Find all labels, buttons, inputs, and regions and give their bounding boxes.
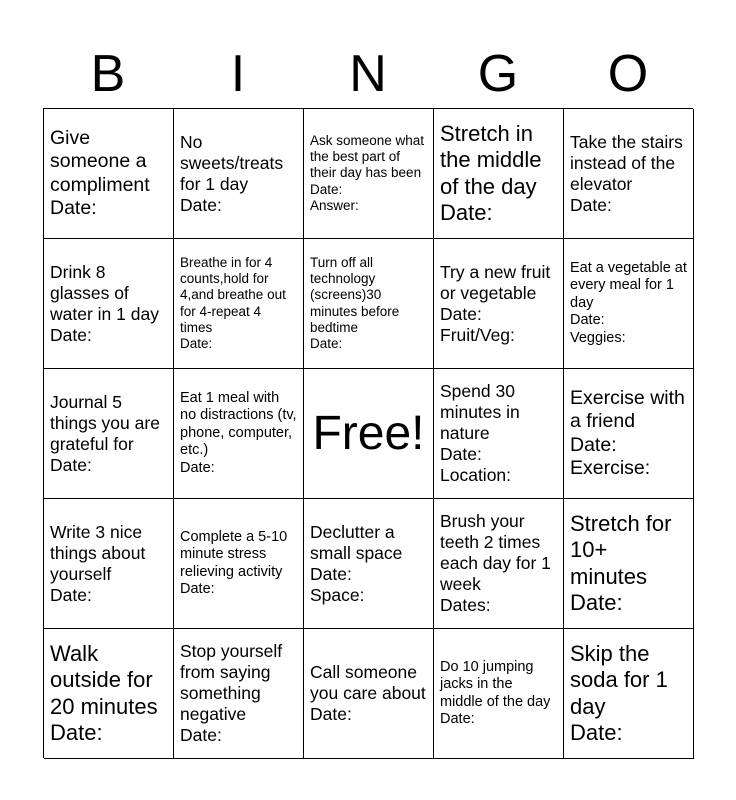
bingo-cell[interactable] — [434, 499, 564, 629]
cell-text: Walk outside for 20 minutes Date: — [50, 640, 158, 745]
bingo-cell[interactable] — [44, 239, 174, 369]
cell-text: Breathe in for 4 counts,hold for 4,and breathe out for 4-repeat 4 times Date: — [180, 254, 286, 351]
cell-text: Stop yourself from saying something negative Date: — [180, 641, 283, 745]
bingo-cell[interactable] — [564, 629, 694, 759]
bingo-cell[interactable] — [564, 499, 694, 629]
cell-text: Call someone you care about Date: — [310, 662, 426, 724]
header-letter-i: I — [230, 45, 246, 103]
bingo-cell[interactable] — [564, 109, 694, 239]
header-letter-b: B — [90, 45, 126, 103]
cell-text: Ask someone what the best part of their day has been Date: Answer: — [310, 133, 425, 213]
bingo-cell[interactable] — [434, 239, 564, 369]
cell-text: Complete a 5-10 minute stress relieving activity Date: — [180, 528, 288, 597]
bingo-cell[interactable] — [44, 369, 174, 499]
bingo-cell[interactable] — [304, 629, 434, 759]
free-space-label: Free! — [312, 406, 425, 460]
header-letter-g: G — [477, 45, 519, 103]
bingo-cell[interactable] — [304, 109, 434, 239]
cell-text: No sweets/treats for 1 day Date: — [180, 131, 284, 215]
cell-text: Stretch in the middle of the day Date: — [440, 120, 542, 225]
cell-text: Drink 8 glasses of water in 1 day Date: — [50, 261, 159, 345]
bingo-cell[interactable] — [174, 369, 304, 499]
cell-text: Stretch for 10+ minutes Date: — [570, 510, 672, 615]
cell-text: Eat a vegetable at every meal for 1 day Date: Veggies: — [570, 260, 687, 346]
bingo-header — [43, 40, 693, 108]
cell-text: Brush your teeth 2 times each day for 1 week Dates: — [440, 511, 551, 615]
cell-text: Journal 5 things you are grateful for Date: — [50, 391, 160, 475]
bingo-cell[interactable] — [174, 629, 304, 759]
bingo-cell[interactable] — [434, 369, 564, 499]
bingo-cell[interactable] — [174, 109, 304, 239]
cell-text: Skip the soda for 1 day Date: — [570, 640, 668, 745]
cell-text: Try a new fruit or vegetable Date: Fruit/Veg: — [440, 261, 551, 345]
header-letter-o: O — [607, 45, 649, 103]
cell-text: Spend 30 minutes in nature Date: Location: — [440, 381, 520, 485]
cell-text: Turn off all technology (screens)30 minutes before bedtime Date: — [310, 254, 400, 351]
cell-text: Give someone a compliment Date: — [50, 126, 150, 219]
free-space-cell[interactable] — [304, 369, 434, 499]
cell-text: Exercise with a friend Date: Exercise: — [570, 386, 685, 479]
cell-text: Declutter a small space Date: Space: — [310, 521, 403, 605]
bingo-cell[interactable] — [174, 239, 304, 369]
bingo-cell[interactable] — [44, 109, 174, 239]
cell-text: Take the stairs instead of the elevator Date: — [570, 131, 683, 215]
bingo-cell[interactable] — [434, 109, 564, 239]
cell-text: Eat 1 meal with no distractions (tv, phone, computer, etc.) Date: — [180, 390, 297, 476]
bingo-cell[interactable] — [304, 499, 434, 629]
bingo-cell[interactable] — [564, 239, 694, 369]
bingo-card-grid — [43, 108, 693, 758]
bingo-cell[interactable] — [44, 629, 174, 759]
bingo-cell[interactable] — [564, 369, 694, 499]
bingo-cell[interactable] — [304, 239, 434, 369]
cell-text: Write 3 nice things about yourself Date: — [50, 521, 146, 605]
header-letter-n: N — [349, 45, 387, 103]
cell-text: Do 10 jumping jacks in the middle of the day Date: — [440, 658, 551, 727]
bingo-cell[interactable] — [44, 499, 174, 629]
bingo-cell[interactable] — [434, 629, 564, 759]
bingo-cell[interactable] — [174, 499, 304, 629]
